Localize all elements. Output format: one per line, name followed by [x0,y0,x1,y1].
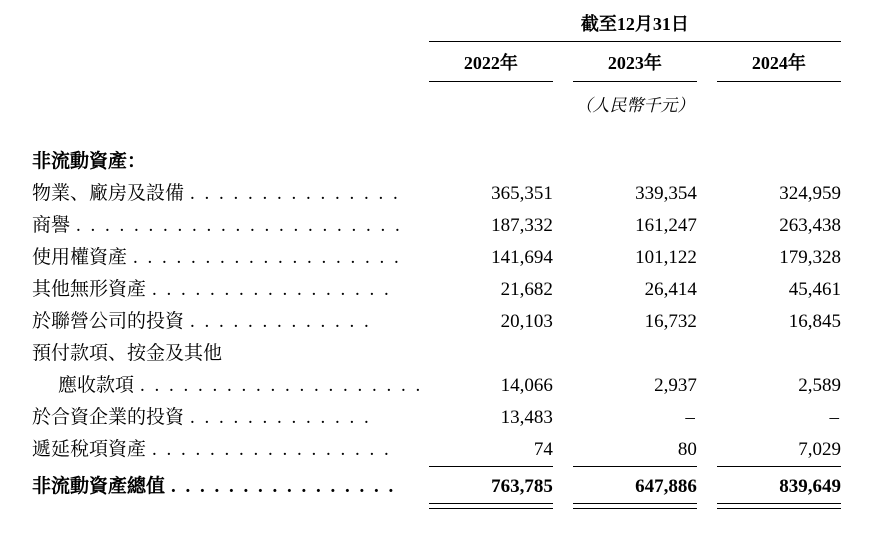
header-span-row [32,10,841,42]
total-label-cell [32,466,429,503]
row-label-cell [32,306,429,338]
cell-2022 [429,338,553,370]
row-label: 其他無形資產 [32,279,147,300]
currency-unit-note: （人民幣千元） [575,96,695,115]
cell-2022: 13,483 [500,407,553,428]
cell-2022: 141,694 [491,247,553,268]
table-row [32,434,841,466]
leader-dots: . . . . . . . . . . . . . [190,311,372,332]
header-bottom-spacer [32,118,841,144]
row-label: 使用權資產 [32,247,128,268]
cell-2022: 74 [429,434,553,466]
row-label: 遞延稅項資產 [32,439,147,460]
cell-2022: 20,103 [500,311,553,332]
row-label-cell [32,402,429,434]
row-label: 物業、廠房及設備 [32,183,185,204]
total-row [32,466,841,503]
table-row [32,242,841,274]
row-label-cell [32,178,429,210]
cell-2024: 179,328 [779,247,841,268]
cell-2023: 101,122 [635,247,697,268]
leader-dots: . . . . . . . . . . . . . [190,407,372,428]
cell-2023: 26,414 [644,279,697,300]
row-label-cell [32,370,429,402]
table-header [32,10,841,144]
double-rule-2023 [573,503,697,508]
column-header-year-2022: 2022年 [429,42,553,82]
header-year-blank [32,42,429,82]
non-current-assets-table [32,10,841,509]
cell-2023: 2,937 [654,375,697,396]
column-header-year-2023: 2023年 [573,42,697,82]
cell-2023: – [685,407,695,428]
total-2023: 647,886 [573,466,697,503]
double-rule-2024 [717,503,841,508]
cell-2024: 324,959 [779,183,841,204]
table-row [32,370,841,402]
row-label: 於聯營公司的投資 [32,311,185,332]
leader-dots: . . . . . . . . . . . . . . . . . . . . [140,375,423,396]
leader-dots: . . . . . . . . . . . . . . . . . . . [133,247,402,268]
leader-dots: . . . . . . . . . . . . . . . . . . . . . . . [76,215,403,236]
leader-dots: . . . . . . . . . . . . . . . [190,183,401,204]
cell-2024 [717,338,841,370]
row-label: 預付款項、按金及其他 [32,343,223,364]
cell-2023: 339,354 [635,183,697,204]
table-row [32,338,841,370]
total-2022: 763,785 [429,466,553,503]
leader-dots: . . . . . . . . . . . . . . . . . [152,439,392,460]
section-title-row [32,144,841,178]
cell-2024: 45,461 [788,279,841,300]
header-gap-2 [697,42,717,82]
row-label-cell [32,242,429,274]
table-row [32,178,841,210]
row-label-cell [32,274,429,306]
cell-2023: 80 [573,434,697,466]
header-unit-blank [32,82,429,119]
row-label: 於合資企業的投資 [32,407,185,428]
table-body [32,144,841,508]
header-gap-1 [553,42,573,82]
cell-2024: 263,438 [779,215,841,236]
row-label: 商譽 [32,215,71,236]
cell-2023: 16,732 [644,311,697,332]
table-row [32,274,841,306]
cell-2022: 187,332 [491,215,553,236]
table-row [32,306,841,338]
table-row [32,210,841,242]
leader-dots: . . . . . . . . . . . . . . . . [171,476,396,497]
total-2024: 839,649 [717,466,841,503]
section-title: 非流動資產： [32,151,147,172]
row-label-cell [32,210,429,242]
cell-2022: 365,351 [491,183,553,204]
cell-2023: 161,247 [635,215,697,236]
row-label-cell [32,434,429,466]
cell-2022: 14,066 [500,375,553,396]
leader-dots: . . . . . . . . . . . . . . . . . [152,279,392,300]
header-span-blank [32,10,429,42]
row-label-cell [32,338,429,370]
cell-2022: 21,682 [500,279,553,300]
cell-2023 [573,338,697,370]
cell-2024: 2,589 [798,375,841,396]
row-label: 應收款項 [58,375,135,396]
double-rule-2022 [429,503,553,508]
double-rule-row [32,503,841,508]
cell-2024: 16,845 [788,311,841,332]
cell-2024: 7,029 [717,434,841,466]
header-unit-row [32,82,841,119]
table-row [32,402,841,434]
cell-2024: – [829,407,839,428]
total-label: 非流動資產總值 [32,476,166,497]
header-year-row [32,42,841,82]
header-period-label: 截至12月31日 [429,10,841,42]
leader-dots [222,343,228,364]
column-header-year-2024: 2024年 [717,42,841,82]
